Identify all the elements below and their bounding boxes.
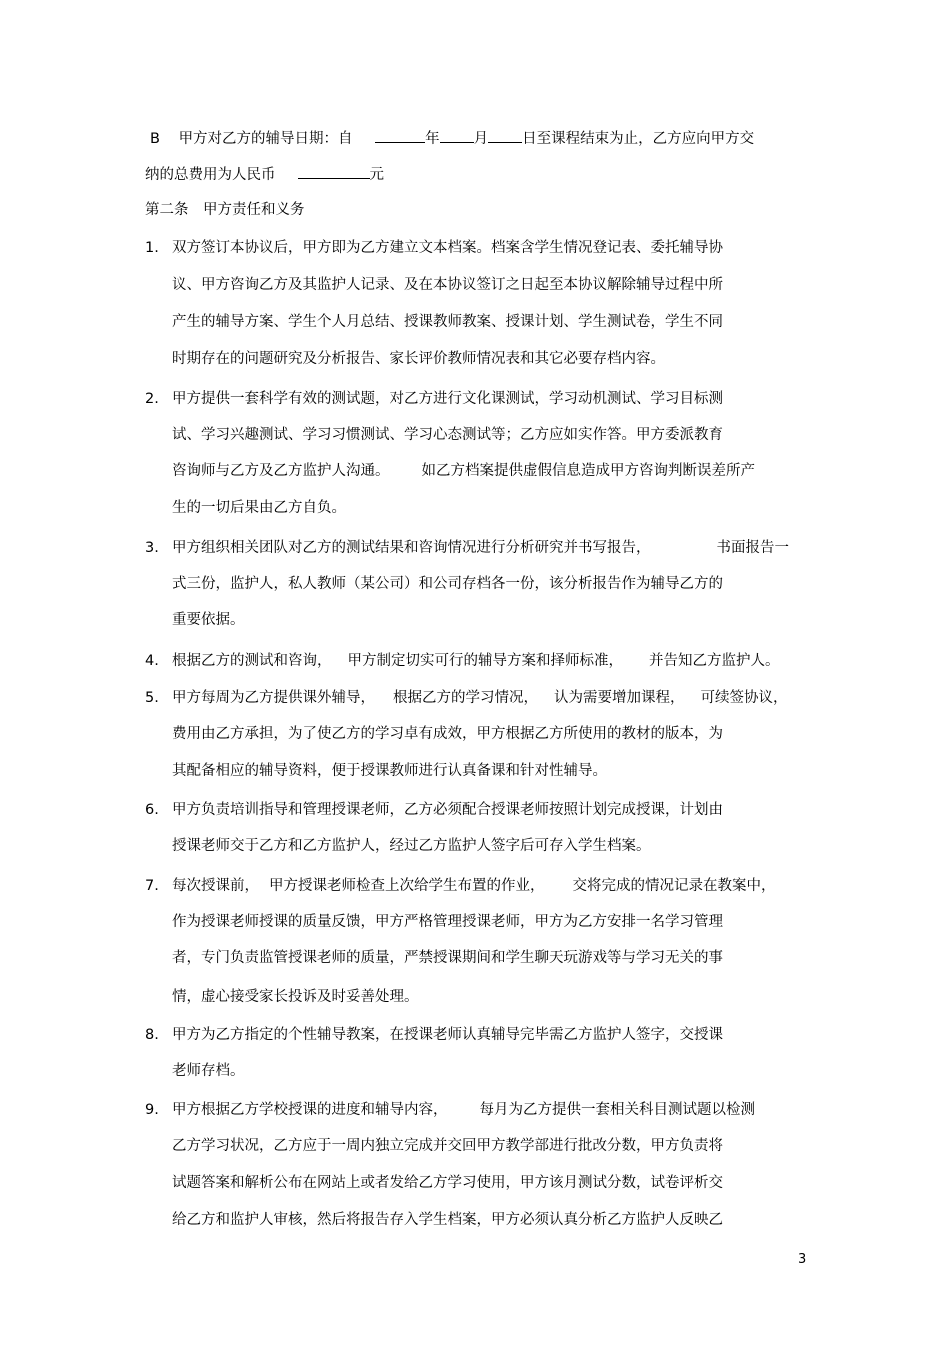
item-2-number: 2. [145, 391, 159, 407]
item-5-line-3: 其配备相应的辅导资料，便于授课教师进行认真备课和针对性辅导。 [172, 763, 607, 779]
term-b-text1: 甲方对乙方的辅导日期：自 [178, 131, 353, 147]
item-9-part-2: 每月为乙方提供一套相关科目测试题以检测 [479, 1102, 755, 1118]
item-9-line-4: 给乙方和监护人审核，然后将报告存入学生档案，甲方必须认真分析乙方监护人反映乙 [172, 1212, 723, 1228]
item-3-line-1 [172, 538, 789, 558]
blank-month [440, 128, 474, 143]
item-2-line-1: 甲方提供一套科学有效的测试题，对乙方进行文化课测试，学习动机测试、学习目标测 [172, 391, 723, 407]
item-1-number: 1. [145, 240, 159, 256]
item-5-part-3: 认为需要增加课程， [554, 690, 685, 706]
item-7-number: 7. [145, 878, 159, 894]
item-2-line-2: 试、学习兴趣测试、学习习惯测试、学习心态测试等；乙方应如实作答。甲方委派教育 [172, 427, 723, 443]
article-title: 第二条 甲方责任和义务 [145, 202, 305, 218]
item-2-line-3 [172, 461, 755, 481]
term-b-text2: 日至课程结束为止，乙方应向甲方交 [522, 131, 755, 147]
item-2-line-3a: 咨询师与乙方及乙方监护人沟通。 [172, 463, 390, 479]
item-7-line-4: 情，虚心接受家长投诉及时妥善处理。 [172, 989, 419, 1005]
item-1-line-2: 议、甲方咨询乙方及其监护人记录、及在本协议签订之日起至本协议解除辅导过程中所 [172, 277, 723, 293]
item-4-part-1: 根据乙方的测试和咨询， [172, 653, 332, 669]
item-1-line-4: 时期存在的问题研究及分析报告、家长评价教师情况表和其它必要存档内容。 [172, 351, 665, 367]
item-7-line-2: 作为授课老师授课的质量反馈，甲方严格管理授课老师，甲方为乙方安排一名学习管理 [172, 914, 723, 930]
item-9-number: 9. [145, 1102, 159, 1118]
term-b-prefix: B [150, 131, 160, 147]
item-9-line-3: 试题答案和解析公布在网站上或者发给乙方学习使用，甲方该月测试分数，试卷评析交 [172, 1175, 723, 1191]
item-2-line-4: 生的一切后果由乙方自负。 [172, 500, 346, 516]
year-label: 年 [425, 131, 440, 147]
item-5-line-1 [172, 688, 788, 708]
term-b-line1 [150, 128, 754, 149]
item-6-number: 6. [145, 802, 159, 818]
item-5-number: 5. [145, 690, 159, 706]
item-7-line-3: 者，专门负责监管授课老师的质量，严禁授课期间和学生聊天玩游戏等与学习无关的事 [172, 950, 723, 966]
item-9-line-2: 乙方学习状况，乙方应于一周内独立完成并交回甲方教学部进行批改分数，甲方负责将 [172, 1138, 723, 1154]
item-7-part-2: 甲方授课老师检查上次给学生布置的作业， [269, 878, 545, 894]
item-7-part-3: 交将完成的情况记录在教案中， [572, 878, 776, 894]
item-4-part-3: 并告知乙方监护人。 [649, 653, 780, 669]
item-5-part-2: 根据乙方的学习情况， [393, 690, 538, 706]
blank-day [488, 128, 522, 143]
month-label: 月 [473, 131, 489, 147]
item-8-number: 8. [145, 1027, 159, 1043]
item-8-line-1: 甲方为乙方指定的个性辅导教案，在授课老师认真辅导完毕需乙方监护人签字，交授课 [172, 1027, 723, 1043]
item-3-line-1a: 甲方组织相关团队对乙方的测试结果和咨询情况进行分析研究并书写报告， [172, 540, 651, 556]
item-3-line-3: 重要依据。 [172, 612, 245, 628]
item-3-line-2: 式三份，监护人，私人教师（某公司）和公司存档各一份，该分析报告作为辅导乙方的 [172, 576, 723, 592]
item-1-line-1: 双方签订本协议后，甲方即为乙方建立文本档案。档案含学生情况登记表、委托辅导协 [172, 240, 723, 256]
item-9-part-1: 甲方根据乙方学校授课的进度和辅导内容， [172, 1102, 448, 1118]
item-5-part-4: 可续签协议， [700, 690, 788, 706]
item-7-part-1: 每次授课前， [172, 878, 259, 894]
term-b-line2 [145, 164, 384, 185]
term-b-line2-text: 纳的总费用为人民币 [145, 167, 276, 183]
item-3-number: 3. [145, 540, 159, 556]
item-4-line-1 [172, 651, 780, 671]
yuan-label: 元 [369, 167, 384, 183]
item-3-line-1b: 书面报告一 [716, 540, 789, 556]
item-6-line-2: 授课老师交于乙方和乙方监护人，经过乙方监护人签字后可存入学生档案。 [172, 838, 651, 854]
page-number: 3 [798, 1252, 807, 1267]
item-4-number: 4. [145, 653, 159, 669]
item-4-part-2: 甲方制定切实可行的辅导方案和择师标准， [347, 653, 623, 669]
item-7-line-1 [172, 876, 776, 896]
item-9-line-1 [172, 1100, 755, 1120]
blank-year [375, 128, 425, 143]
item-8-line-2: 老师存档。 [172, 1063, 245, 1079]
item-5-line-2: 费用由乙方承担，为了使乙方的学习卓有成效，甲方根据乙方所使用的教材的版本，为 [172, 726, 723, 742]
item-2-line-3b: 如乙方档案提供虚假信息造成甲方咨询判断误差所产 [421, 463, 755, 479]
item-6-line-1: 甲方负责培训指导和管理授课老师，乙方必须配合授课老师按照计划完成授课，计划由 [172, 802, 723, 818]
item-1-line-3: 产生的辅导方案、学生个人月总结、授课教师教案、授课计划、学生测试卷，学生不同 [172, 314, 723, 330]
item-5-part-1: 甲方每周为乙方提供课外辅导， [172, 690, 375, 706]
blank-fee [298, 164, 370, 179]
